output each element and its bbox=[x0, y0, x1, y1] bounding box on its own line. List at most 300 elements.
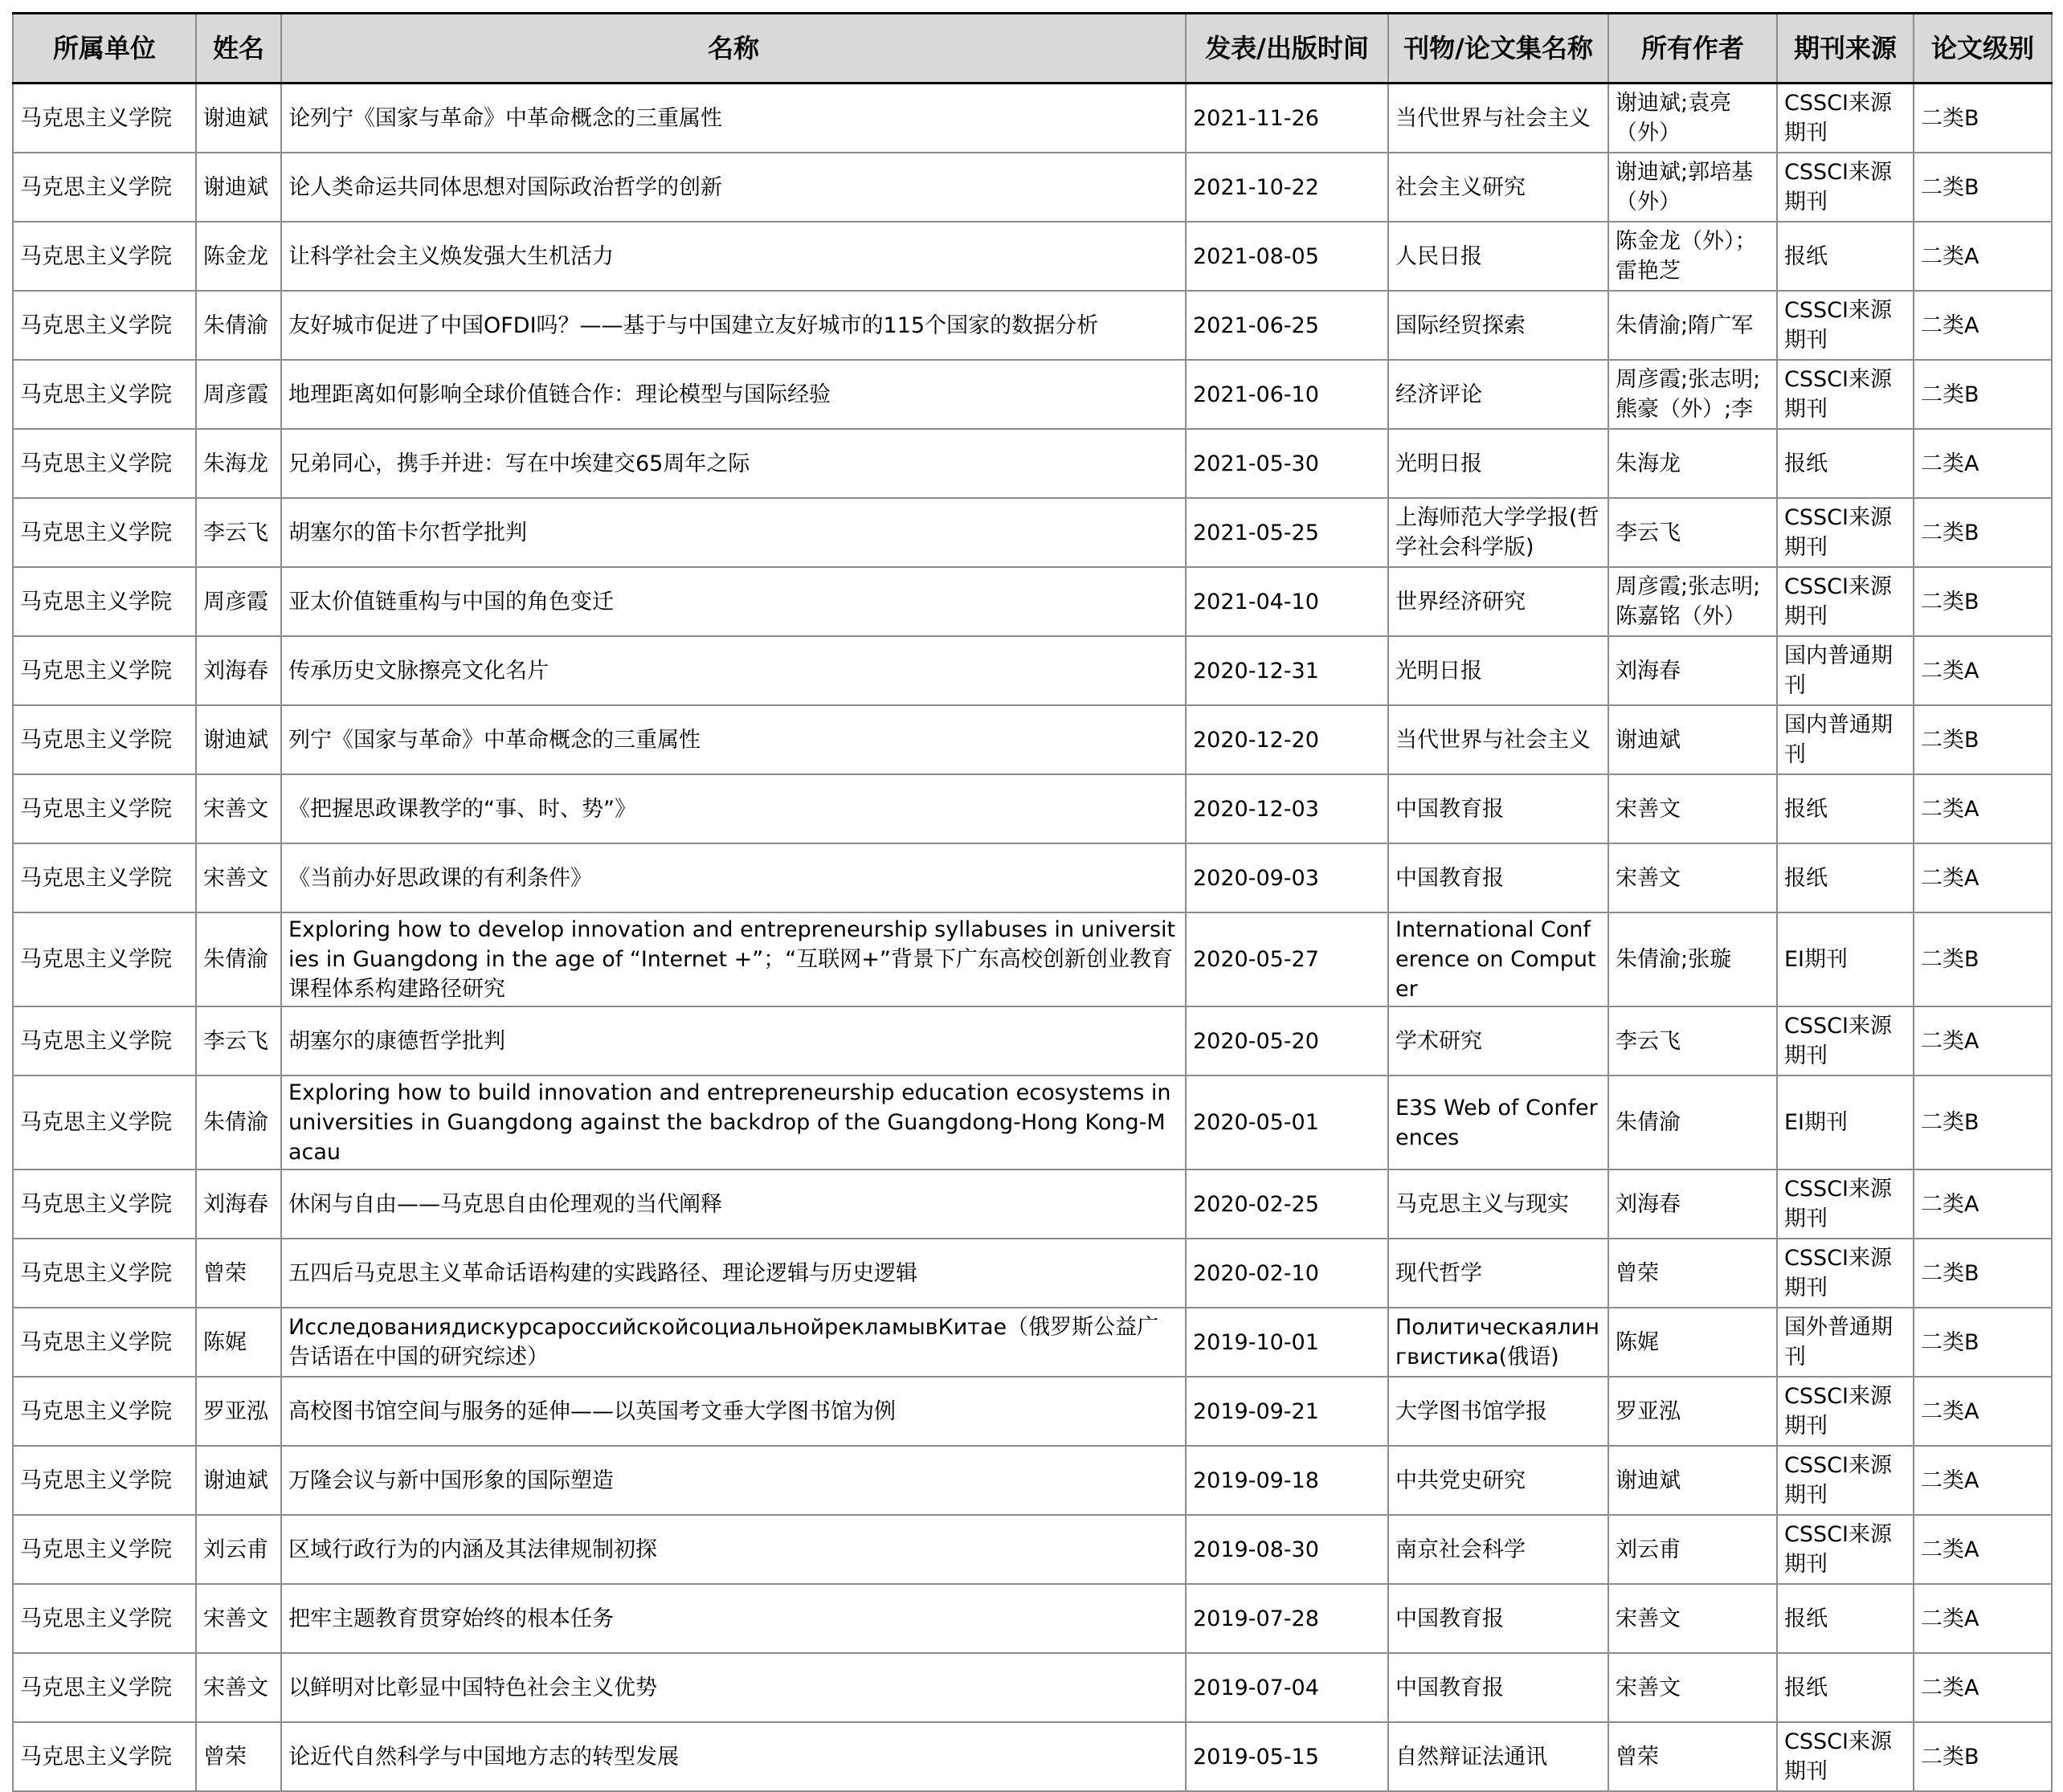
journal-cell-text: 国际经贸探索 bbox=[1395, 312, 1526, 338]
authors-cell-text: 谢迪斌;袁亮（外） bbox=[1616, 91, 1732, 145]
column-header[interactable]: 发表/出版时间 bbox=[1186, 14, 1388, 84]
title-cell-text: 论人类命运共同体思想对国际政治哲学的创新 bbox=[288, 174, 722, 200]
title-cell[interactable] bbox=[281, 705, 1186, 774]
table-row bbox=[13, 360, 2052, 429]
unit-cell[interactable] bbox=[13, 705, 196, 774]
date-cell[interactable] bbox=[1186, 843, 1388, 912]
unit-cell[interactable] bbox=[13, 291, 196, 360]
level-cell[interactable] bbox=[1914, 498, 2052, 567]
title-cell-text: 兄弟同心，携手并进：写在中埃建交65周年之际 bbox=[288, 451, 750, 476]
date-cell-text: 2019-09-18 bbox=[1193, 1467, 1319, 1493]
level-cell-text: 二类B bbox=[1921, 1260, 1979, 1286]
level-cell[interactable] bbox=[1914, 636, 2052, 705]
unit-cell[interactable] bbox=[13, 1653, 196, 1722]
authors-cell[interactable] bbox=[1608, 1169, 1777, 1239]
authors-cell[interactable] bbox=[1608, 498, 1777, 567]
name-cell-text: 宋善文 bbox=[203, 796, 268, 822]
level-cell-text: 二类A bbox=[1921, 1467, 1979, 1493]
authors-cell-text: 罗亚泓 bbox=[1616, 1398, 1681, 1424]
name-cell-text: 曾荣 bbox=[203, 1260, 247, 1286]
unit-cell[interactable] bbox=[13, 567, 196, 636]
title-cell[interactable] bbox=[281, 153, 1186, 222]
unit-cell[interactable] bbox=[13, 429, 196, 498]
date-cell[interactable] bbox=[1186, 636, 1388, 705]
level-cell-text: 二类B bbox=[1921, 1110, 1979, 1135]
journal-cell-text: 南京社会科学 bbox=[1395, 1537, 1526, 1562]
authors-cell-text: 李云飞 bbox=[1616, 520, 1681, 545]
level-cell[interactable] bbox=[1914, 1308, 2052, 1377]
title-cell[interactable] bbox=[281, 1584, 1186, 1653]
title-cell[interactable] bbox=[281, 1722, 1186, 1791]
header-row bbox=[13, 14, 2052, 84]
authors-cell[interactable] bbox=[1608, 1239, 1777, 1308]
unit-cell-text: 马克思主义学院 bbox=[20, 1675, 172, 1700]
source-cell-text: CSSCI来源期刊 bbox=[1784, 1246, 1892, 1300]
date-cell[interactable] bbox=[1186, 1239, 1388, 1308]
title-cell[interactable] bbox=[281, 1446, 1186, 1515]
name-cell[interactable] bbox=[196, 498, 281, 567]
date-cell[interactable] bbox=[1186, 291, 1388, 360]
date-cell[interactable] bbox=[1186, 153, 1388, 222]
journal-cell-text: Политическаялингвистика(俄语) bbox=[1395, 1315, 1599, 1370]
name-cell[interactable] bbox=[196, 774, 281, 843]
title-cell[interactable] bbox=[281, 222, 1186, 291]
journal-cell[interactable] bbox=[1388, 429, 1608, 498]
date-cell[interactable] bbox=[1186, 1722, 1388, 1791]
name-cell[interactable] bbox=[196, 429, 281, 498]
level-cell-text: 二类A bbox=[1921, 796, 1979, 822]
journal-cell[interactable] bbox=[1388, 774, 1608, 843]
journal-cell-text: 大学图书馆学报 bbox=[1395, 1398, 1547, 1424]
title-cell[interactable] bbox=[281, 429, 1186, 498]
name-cell-text: 陈娓 bbox=[203, 1329, 247, 1355]
source-cell-text: 国内普通期刊 bbox=[1784, 712, 1893, 767]
journal-cell[interactable] bbox=[1388, 1653, 1608, 1722]
level-cell-text: 二类B bbox=[1921, 105, 1979, 131]
source-cell[interactable] bbox=[1777, 291, 1914, 360]
level-cell[interactable] bbox=[1914, 1722, 2052, 1791]
authors-cell[interactable] bbox=[1608, 1308, 1777, 1377]
journal-cell-text: 现代哲学 bbox=[1395, 1260, 1482, 1286]
level-cell[interactable] bbox=[1914, 1515, 2052, 1584]
unit-cell-text: 马克思主义学院 bbox=[20, 382, 172, 407]
level-cell[interactable] bbox=[1914, 1006, 2052, 1076]
date-cell[interactable] bbox=[1186, 1169, 1388, 1239]
title-cell[interactable] bbox=[281, 291, 1186, 360]
source-cell[interactable] bbox=[1777, 1006, 1914, 1076]
journal-cell[interactable] bbox=[1388, 843, 1608, 912]
authors-cell[interactable] bbox=[1608, 291, 1777, 360]
source-cell[interactable] bbox=[1777, 567, 1914, 636]
date-cell[interactable] bbox=[1186, 1308, 1388, 1377]
title-cell-text: 亚太价值链重构与中国的角色变迁 bbox=[288, 589, 614, 614]
journal-cell[interactable] bbox=[1388, 1446, 1608, 1515]
level-cell[interactable] bbox=[1914, 774, 2052, 843]
journal-cell[interactable] bbox=[1388, 705, 1608, 774]
unit-cell[interactable] bbox=[13, 222, 196, 291]
unit-cell-text: 马克思主义学院 bbox=[20, 1744, 172, 1770]
title-cell-text: 区域行政行为的内涵及其法律规制初探 bbox=[288, 1537, 657, 1562]
journal-cell-text: 中国教育报 bbox=[1395, 796, 1504, 822]
journal-cell[interactable] bbox=[1388, 567, 1608, 636]
title-cell[interactable] bbox=[281, 1239, 1186, 1308]
authors-cell-text: 曾荣 bbox=[1616, 1744, 1659, 1770]
unit-cell[interactable] bbox=[13, 1076, 196, 1169]
level-cell[interactable] bbox=[1914, 84, 2052, 153]
unit-cell[interactable] bbox=[13, 360, 196, 429]
date-cell[interactable] bbox=[1186, 774, 1388, 843]
journal-cell[interactable] bbox=[1388, 1584, 1608, 1653]
name-cell[interactable] bbox=[196, 1653, 281, 1722]
journal-cell-text: 学术研究 bbox=[1395, 1028, 1482, 1054]
source-cell-text: CSSCI来源期刊 bbox=[1784, 298, 1892, 353]
unit-cell-text: 马克思主义学院 bbox=[20, 1606, 172, 1631]
name-cell-text: 罗亚泓 bbox=[203, 1398, 268, 1424]
name-cell[interactable] bbox=[196, 1584, 281, 1653]
title-cell[interactable] bbox=[281, 636, 1186, 705]
date-cell-text: 2020-12-03 bbox=[1193, 796, 1319, 822]
name-cell[interactable] bbox=[196, 291, 281, 360]
column-header[interactable]: 名称 bbox=[281, 14, 1186, 84]
source-cell[interactable] bbox=[1777, 498, 1914, 567]
source-cell-text: EI期刊 bbox=[1784, 947, 1849, 972]
journal-cell[interactable] bbox=[1388, 1169, 1608, 1239]
source-cell[interactable] bbox=[1777, 1584, 1914, 1653]
source-cell[interactable] bbox=[1777, 1515, 1914, 1584]
title-cell[interactable] bbox=[281, 1169, 1186, 1239]
column-header[interactable]: 刊物/论文集名称 bbox=[1388, 14, 1608, 84]
name-cell[interactable] bbox=[196, 1239, 281, 1308]
authors-cell[interactable] bbox=[1608, 1653, 1777, 1722]
title-cell-text: 传承历史文脉擦亮文化名片 bbox=[288, 658, 549, 684]
date-cell-text: 2020-09-03 bbox=[1193, 865, 1319, 891]
date-cell-text: 2021-10-22 bbox=[1193, 174, 1319, 200]
name-cell[interactable] bbox=[196, 1006, 281, 1076]
date-cell[interactable] bbox=[1186, 222, 1388, 291]
name-cell[interactable] bbox=[196, 153, 281, 222]
source-cell[interactable] bbox=[1777, 360, 1914, 429]
column-header[interactable]: 姓名 bbox=[196, 14, 281, 84]
unit-cell[interactable] bbox=[13, 843, 196, 912]
level-cell[interactable] bbox=[1914, 1584, 2052, 1653]
source-cell[interactable] bbox=[1777, 84, 1914, 153]
name-cell-text: 李云飞 bbox=[203, 520, 268, 545]
unit-cell-text: 马克思主义学院 bbox=[20, 451, 172, 476]
authors-cell[interactable] bbox=[1608, 636, 1777, 705]
level-cell[interactable] bbox=[1914, 222, 2052, 291]
name-cell-text: 朱倩渝 bbox=[203, 1110, 268, 1135]
journal-cell[interactable] bbox=[1388, 360, 1608, 429]
source-cell[interactable] bbox=[1777, 705, 1914, 774]
title-cell[interactable] bbox=[281, 843, 1186, 912]
title-cell[interactable] bbox=[281, 567, 1186, 636]
journal-cell[interactable] bbox=[1388, 1515, 1608, 1584]
level-cell-text: 二类A bbox=[1921, 1398, 1979, 1424]
title-cell[interactable] bbox=[281, 1308, 1186, 1377]
source-cell[interactable] bbox=[1777, 1076, 1914, 1169]
authors-cell[interactable] bbox=[1608, 843, 1777, 912]
date-cell[interactable] bbox=[1186, 705, 1388, 774]
source-cell-text: 报纸 bbox=[1784, 865, 1828, 891]
title-cell[interactable] bbox=[281, 1076, 1186, 1169]
level-cell[interactable] bbox=[1914, 567, 2052, 636]
unit-cell[interactable] bbox=[13, 912, 196, 1006]
title-cell[interactable] bbox=[281, 1006, 1186, 1076]
authors-cell[interactable] bbox=[1608, 429, 1777, 498]
source-cell[interactable] bbox=[1777, 912, 1914, 1006]
name-cell[interactable] bbox=[196, 1076, 281, 1169]
table-row bbox=[13, 291, 2052, 360]
level-cell[interactable] bbox=[1914, 843, 2052, 912]
level-cell-text: 二类B bbox=[1921, 520, 1979, 545]
journal-cell[interactable] bbox=[1388, 1076, 1608, 1169]
source-cell[interactable] bbox=[1777, 1239, 1914, 1308]
date-cell[interactable] bbox=[1186, 84, 1388, 153]
title-cell[interactable] bbox=[281, 360, 1186, 429]
journal-cell[interactable] bbox=[1388, 1308, 1608, 1377]
journal-cell[interactable] bbox=[1388, 84, 1608, 153]
journal-cell[interactable] bbox=[1388, 1239, 1608, 1308]
level-cell[interactable] bbox=[1914, 429, 2052, 498]
level-cell[interactable] bbox=[1914, 1377, 2052, 1446]
authors-cell-text: 刘海春 bbox=[1616, 658, 1681, 684]
authors-cell[interactable] bbox=[1608, 1076, 1777, 1169]
unit-cell[interactable] bbox=[13, 1006, 196, 1076]
authors-cell[interactable] bbox=[1608, 222, 1777, 291]
name-cell-text: 刘海春 bbox=[203, 658, 268, 684]
authors-cell[interactable] bbox=[1608, 1515, 1777, 1584]
title-cell-text: 万隆会议与新中国形象的国际塑造 bbox=[288, 1467, 614, 1493]
table-row bbox=[13, 567, 2052, 636]
date-cell-text: 2021-05-30 bbox=[1193, 451, 1319, 476]
journal-cell[interactable] bbox=[1388, 291, 1608, 360]
level-cell-text: 二类B bbox=[1921, 727, 1979, 753]
journal-cell[interactable] bbox=[1388, 1006, 1608, 1076]
unit-cell[interactable] bbox=[13, 1169, 196, 1239]
title-cell[interactable] bbox=[281, 1515, 1186, 1584]
source-cell[interactable] bbox=[1777, 429, 1914, 498]
authors-cell-text: 周彦霞;张志明;熊豪（外）;李 bbox=[1616, 367, 1761, 422]
journal-cell-text: E3S Web of Conferences bbox=[1395, 1095, 1598, 1150]
level-cell-text: 二类A bbox=[1921, 1191, 1979, 1217]
table-row bbox=[13, 498, 2052, 567]
source-cell[interactable] bbox=[1777, 1722, 1914, 1791]
authors-cell[interactable] bbox=[1608, 1722, 1777, 1791]
table-row bbox=[13, 705, 2052, 774]
title-cell-text: 友好城市促进了中国OFDI吗？——基于与中国建立友好城市的115个国家的数据分析 bbox=[288, 312, 1099, 338]
title-cell-text: 论近代自然科学与中国地方志的转型发展 bbox=[288, 1744, 679, 1770]
name-cell[interactable] bbox=[196, 843, 281, 912]
table-row bbox=[13, 153, 2052, 222]
source-cell[interactable] bbox=[1777, 1653, 1914, 1722]
level-cell[interactable] bbox=[1914, 291, 2052, 360]
date-cell[interactable] bbox=[1186, 1653, 1388, 1722]
name-cell-text: 李云飞 bbox=[203, 1028, 268, 1054]
unit-cell[interactable] bbox=[13, 153, 196, 222]
journal-cell[interactable] bbox=[1388, 222, 1608, 291]
unit-cell-text: 马克思主义学院 bbox=[20, 520, 172, 545]
unit-cell[interactable] bbox=[13, 1239, 196, 1308]
level-cell-text: 二类A bbox=[1921, 1606, 1979, 1631]
journal-cell-text: 社会主义研究 bbox=[1395, 174, 1526, 200]
title-cell[interactable] bbox=[281, 1653, 1186, 1722]
authors-cell[interactable] bbox=[1608, 360, 1777, 429]
authors-cell[interactable] bbox=[1608, 1446, 1777, 1515]
unit-cell[interactable] bbox=[13, 1377, 196, 1446]
journal-cell[interactable] bbox=[1388, 1722, 1608, 1791]
level-cell[interactable] bbox=[1914, 912, 2052, 1006]
name-cell[interactable] bbox=[196, 84, 281, 153]
date-cell[interactable] bbox=[1186, 567, 1388, 636]
authors-cell-text: 宋善文 bbox=[1616, 1675, 1681, 1700]
date-cell[interactable] bbox=[1186, 912, 1388, 1006]
authors-cell[interactable] bbox=[1608, 1377, 1777, 1446]
source-cell-text: 国外普通期刊 bbox=[1784, 1315, 1893, 1370]
authors-cell[interactable] bbox=[1608, 912, 1777, 1006]
column-header[interactable]: 论文级别 bbox=[1914, 14, 2052, 84]
date-cell-text: 2021-08-05 bbox=[1193, 243, 1319, 269]
source-cell[interactable] bbox=[1777, 843, 1914, 912]
date-cell[interactable] bbox=[1186, 498, 1388, 567]
authors-cell[interactable] bbox=[1608, 1584, 1777, 1653]
unit-cell[interactable] bbox=[13, 498, 196, 567]
title-cell[interactable] bbox=[281, 912, 1186, 1006]
date-cell-text: 2019-07-04 bbox=[1193, 1675, 1319, 1700]
unit-cell-text: 马克思主义学院 bbox=[20, 174, 172, 200]
name-cell-text: 曾荣 bbox=[203, 1744, 247, 1770]
journal-cell[interactable] bbox=[1388, 912, 1608, 1006]
date-cell[interactable] bbox=[1186, 1446, 1388, 1515]
table-row bbox=[13, 429, 2052, 498]
date-cell[interactable] bbox=[1186, 429, 1388, 498]
name-cell[interactable] bbox=[196, 1446, 281, 1515]
journal-cell[interactable] bbox=[1388, 1377, 1608, 1446]
table-row bbox=[13, 1515, 2052, 1584]
source-cell[interactable] bbox=[1777, 153, 1914, 222]
name-cell[interactable] bbox=[196, 912, 281, 1006]
source-cell[interactable] bbox=[1777, 1377, 1914, 1446]
source-cell[interactable] bbox=[1777, 1169, 1914, 1239]
unit-cell[interactable] bbox=[13, 1584, 196, 1653]
unit-cell-text: 马克思主义学院 bbox=[20, 243, 172, 269]
source-cell-text: CSSCI来源期刊 bbox=[1784, 1729, 1892, 1784]
unit-cell[interactable] bbox=[13, 1446, 196, 1515]
authors-cell[interactable] bbox=[1608, 705, 1777, 774]
unit-cell[interactable] bbox=[13, 774, 196, 843]
table-row bbox=[13, 636, 2052, 705]
authors-cell-text: 谢迪斌 bbox=[1616, 727, 1681, 753]
journal-cell[interactable] bbox=[1388, 636, 1608, 705]
date-cell[interactable] bbox=[1186, 1377, 1388, 1446]
name-cell[interactable] bbox=[196, 567, 281, 636]
date-cell-text: 2019-05-15 bbox=[1193, 1744, 1319, 1770]
table-row bbox=[13, 1076, 2052, 1169]
level-cell[interactable] bbox=[1914, 360, 2052, 429]
name-cell[interactable] bbox=[196, 360, 281, 429]
level-cell[interactable] bbox=[1914, 1239, 2052, 1308]
column-header[interactable]: 所有作者 bbox=[1608, 14, 1777, 84]
journal-cell[interactable] bbox=[1388, 498, 1608, 567]
authors-cell[interactable] bbox=[1608, 1006, 1777, 1076]
source-cell[interactable] bbox=[1777, 222, 1914, 291]
title-cell[interactable] bbox=[281, 1377, 1186, 1446]
unit-cell[interactable] bbox=[13, 84, 196, 153]
title-cell-text: 《把握思政课教学的“事、时、势”》 bbox=[288, 796, 636, 822]
name-cell-text: 刘云甫 bbox=[203, 1537, 268, 1562]
date-cell[interactable] bbox=[1186, 1515, 1388, 1584]
level-cell[interactable] bbox=[1914, 1169, 2052, 1239]
authors-cell[interactable] bbox=[1608, 153, 1777, 222]
authors-cell[interactable] bbox=[1608, 84, 1777, 153]
name-cell[interactable] bbox=[196, 705, 281, 774]
source-cell[interactable] bbox=[1777, 636, 1914, 705]
date-cell[interactable] bbox=[1186, 1006, 1388, 1076]
title-cell-text: ИсследованиядискурсароссийскойсоциальнойрекламывКитае（俄罗斯公益广告话语在中国的研究综述） bbox=[288, 1315, 1159, 1370]
papers-table bbox=[12, 12, 2053, 1792]
title-cell[interactable] bbox=[281, 774, 1186, 843]
journal-cell[interactable] bbox=[1388, 153, 1608, 222]
journal-cell-text: 光明日报 bbox=[1395, 658, 1482, 684]
source-cell[interactable] bbox=[1777, 774, 1914, 843]
source-cell-text: CSSCI来源期刊 bbox=[1784, 1453, 1892, 1508]
name-cell[interactable] bbox=[196, 636, 281, 705]
date-cell-text: 2020-05-01 bbox=[1193, 1110, 1319, 1135]
unit-cell[interactable] bbox=[13, 636, 196, 705]
name-cell-text: 谢迪斌 bbox=[203, 1467, 268, 1493]
level-cell[interactable] bbox=[1914, 1446, 2052, 1515]
unit-cell-text: 马克思主义学院 bbox=[20, 796, 172, 822]
unit-cell[interactable] bbox=[13, 1308, 196, 1377]
name-cell-text: 宋善文 bbox=[203, 865, 268, 891]
name-cell[interactable] bbox=[196, 1722, 281, 1791]
unit-cell[interactable] bbox=[13, 1722, 196, 1791]
unit-cell[interactable] bbox=[13, 1515, 196, 1584]
name-cell[interactable] bbox=[196, 1377, 281, 1446]
authors-cell[interactable] bbox=[1608, 774, 1777, 843]
name-cell[interactable] bbox=[196, 1169, 281, 1239]
name-cell-text: 朱倩渝 bbox=[203, 312, 268, 338]
source-cell-text: CSSCI来源期刊 bbox=[1784, 1177, 1892, 1231]
name-cell-text: 谢迪斌 bbox=[203, 174, 268, 200]
authors-cell[interactable] bbox=[1608, 567, 1777, 636]
title-cell[interactable] bbox=[281, 498, 1186, 567]
source-cell-text: 报纸 bbox=[1784, 1606, 1828, 1631]
date-cell[interactable] bbox=[1186, 1584, 1388, 1653]
date-cell[interactable] bbox=[1186, 360, 1388, 429]
level-cell[interactable] bbox=[1914, 153, 2052, 222]
source-cell[interactable] bbox=[1777, 1308, 1914, 1377]
source-cell[interactable] bbox=[1777, 1446, 1914, 1515]
date-cell-text: 2020-05-20 bbox=[1193, 1028, 1319, 1054]
table-row bbox=[13, 1169, 2052, 1239]
level-cell[interactable] bbox=[1914, 1076, 2052, 1169]
column-header[interactable]: 所属单位 bbox=[13, 14, 196, 84]
title-cell[interactable] bbox=[281, 84, 1186, 153]
name-cell[interactable] bbox=[196, 1515, 281, 1584]
date-cell[interactable] bbox=[1186, 1076, 1388, 1169]
level-cell-text: 二类B bbox=[1921, 1744, 1979, 1770]
journal-cell-text: 上海师范大学学报(哲学社会科学版) bbox=[1395, 505, 1599, 560]
name-cell[interactable] bbox=[196, 1308, 281, 1377]
name-cell[interactable] bbox=[196, 222, 281, 291]
level-cell[interactable] bbox=[1914, 705, 2052, 774]
level-cell-text: 二类A bbox=[1921, 1537, 1979, 1562]
authors-cell-text: 朱倩渝 bbox=[1616, 1110, 1681, 1135]
level-cell[interactable] bbox=[1914, 1653, 2052, 1722]
title-cell-text: 地理距离如何影响全球价值链合作：理论模型与国际经验 bbox=[288, 382, 831, 407]
column-header[interactable]: 期刊来源 bbox=[1777, 14, 1914, 84]
date-cell-text: 2020-05-27 bbox=[1193, 947, 1319, 972]
